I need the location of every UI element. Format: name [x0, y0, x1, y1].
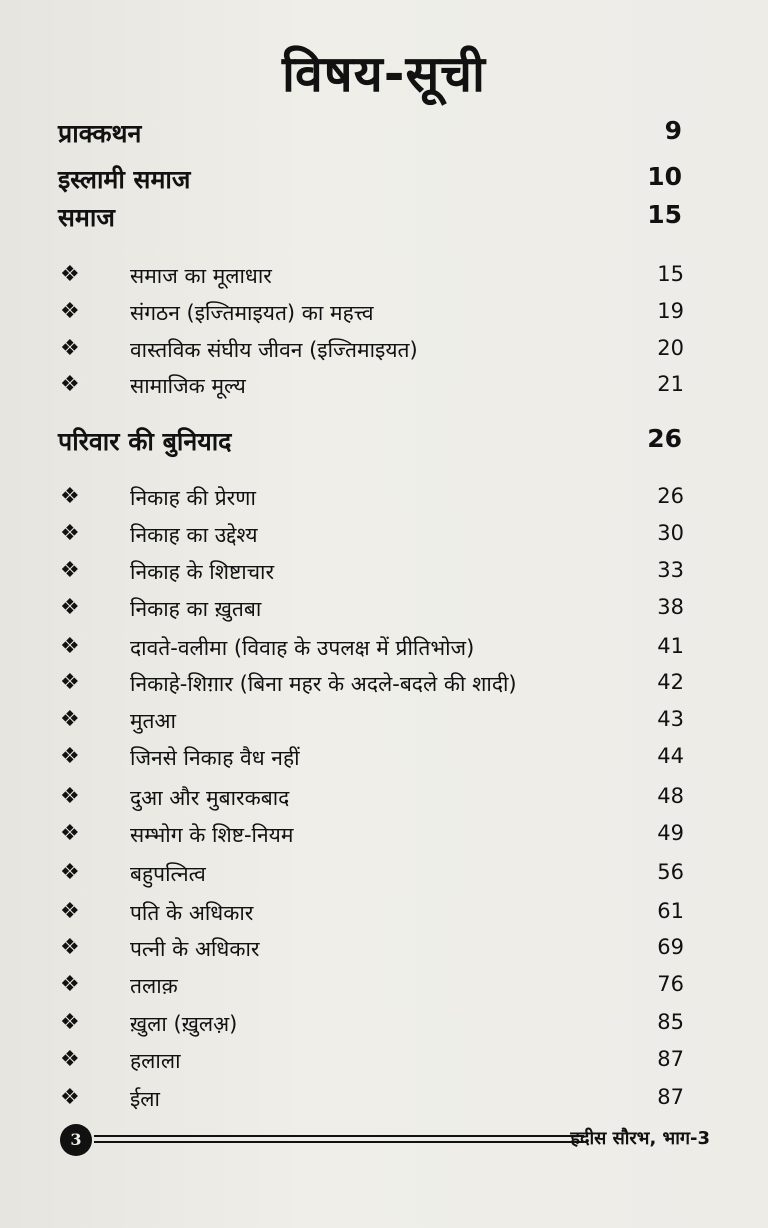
toc-entry-prakkathan [0, 116, 768, 156]
toc-entry-label: परिवार की बुनियाद [58, 427, 232, 456]
toc-subentry-label: बहुपत्नित्व [130, 862, 206, 886]
diamond-bullet-icon: ❖ [60, 521, 80, 546]
running-book-title: हदीस सौरभ, भाग-3 [570, 1128, 710, 1149]
toc-entry-page: 10 [647, 162, 682, 191]
toc-subentry-label: निकाह की प्रेरणा [130, 486, 256, 510]
toc-subentry-page: 69 [657, 935, 684, 959]
toc-entry-page: 15 [647, 200, 682, 229]
diamond-bullet-icon: ❖ [60, 784, 80, 809]
diamond-bullet-icon: ❖ [60, 670, 80, 695]
diamond-bullet-icon: ❖ [60, 1010, 80, 1035]
toc-subentry [0, 1047, 768, 1087]
toc-subentry-page: 76 [657, 972, 684, 996]
page-title: विषय-सूची [282, 45, 486, 103]
toc-subentry-label: ख़ुला (ख़ुलअ़) [130, 1012, 238, 1036]
toc-subentry-page: 42 [657, 670, 684, 694]
toc-subentry-page: 41 [657, 634, 684, 658]
toc-subentry-label: दुआ और मुबारकबाद [130, 786, 290, 810]
toc-subentry-page: 26 [657, 484, 684, 508]
toc-entry-label: इस्लामी समाज [58, 165, 191, 194]
toc-subentry-page: 21 [657, 372, 684, 396]
diamond-bullet-icon: ❖ [60, 1085, 80, 1110]
toc-subentry [0, 521, 768, 561]
toc-subentry-page: 85 [657, 1010, 684, 1034]
toc-subentry-page: 38 [657, 595, 684, 619]
diamond-bullet-icon: ❖ [60, 899, 80, 924]
toc-subentry [0, 634, 768, 674]
toc-subentry-label: निकाह का उद्देश्य [130, 523, 258, 547]
toc-subentry-label: मुतआ [130, 709, 176, 733]
toc-subentry [0, 484, 768, 524]
toc-subentry-label: वास्तविक संघीय जीवन (इज्तिमाइयत) [130, 338, 418, 362]
footer-rule [94, 1135, 584, 1137]
toc-subentry [0, 707, 768, 747]
toc-subentry [0, 972, 768, 1012]
toc-subentry-label: जिनसे निकाह वैध नहीं [130, 746, 300, 770]
diamond-bullet-icon: ❖ [60, 860, 80, 885]
diamond-bullet-icon: ❖ [60, 262, 80, 287]
toc-subentry-label: तलाक़ [130, 974, 178, 998]
toc-subentry-page: 15 [657, 262, 684, 286]
toc-entry-page: 26 [647, 424, 682, 453]
toc-subentry-page: 61 [657, 899, 684, 923]
footer-rule [94, 1141, 584, 1143]
diamond-bullet-icon: ❖ [60, 935, 80, 960]
toc-subentry-page: 49 [657, 821, 684, 845]
toc-subentry [0, 899, 768, 939]
toc-subentry-page: 87 [657, 1047, 684, 1071]
toc-subentry-label: हलाला [130, 1049, 181, 1073]
toc-subentry-label: निकाह के शिष्टाचार [130, 560, 275, 584]
toc-subentry-label: पत्नी के अधिकार [130, 937, 260, 961]
diamond-bullet-icon: ❖ [60, 372, 80, 397]
toc-subentry [0, 372, 768, 412]
diamond-bullet-icon: ❖ [60, 484, 80, 509]
page-number-badge: 3 [60, 1124, 92, 1156]
diamond-bullet-icon: ❖ [60, 299, 80, 324]
diamond-bullet-icon: ❖ [60, 707, 80, 732]
toc-subentry [0, 262, 768, 302]
toc-subentry-label: संगठन (इज्तिमाइयत) का महत्त्व [130, 301, 374, 325]
toc-subentry-page: 33 [657, 558, 684, 582]
toc-subentry [0, 336, 768, 376]
toc-subentry-page: 19 [657, 299, 684, 323]
diamond-bullet-icon: ❖ [60, 744, 80, 769]
toc-subentry-page: 44 [657, 744, 684, 768]
toc-subentry-page: 20 [657, 336, 684, 360]
toc-subentry [0, 935, 768, 975]
toc-subentry-label: निकाह का ख़ुतबा [130, 597, 262, 621]
toc-entry-samaj [0, 200, 768, 240]
toc-subentry-label: सम्भोग के शिष्ट-नियम [130, 823, 294, 847]
toc-subentry [0, 595, 768, 635]
toc-subentry-page: 56 [657, 860, 684, 884]
toc-subentry [0, 1010, 768, 1050]
toc-subentry [0, 670, 768, 710]
toc-subentry [0, 558, 768, 598]
toc-subentry-label: निकाहे-शिग़ार (बिना महर के अदले-बदले की शादी) [130, 672, 517, 696]
toc-subentry-page: 43 [657, 707, 684, 731]
toc-subentry-page: 30 [657, 521, 684, 545]
toc-entry-page: 9 [664, 116, 682, 145]
toc-entry-label: समाज [58, 203, 115, 232]
toc-entry-label: प्राक्कथन [58, 119, 142, 148]
diamond-bullet-icon: ❖ [60, 1047, 80, 1072]
diamond-bullet-icon: ❖ [60, 821, 80, 846]
toc-subentry [0, 784, 768, 824]
toc-subentry-label: सामाजिक मूल्य [130, 374, 246, 398]
toc-subentry-page: 48 [657, 784, 684, 808]
toc-entry-parivar [0, 424, 768, 464]
toc-subentry-label: पति के अधिकार [130, 901, 254, 925]
toc-subentry [0, 744, 768, 784]
toc-entry-islami-samaj [0, 162, 768, 202]
diamond-bullet-icon: ❖ [60, 336, 80, 361]
diamond-bullet-icon: ❖ [60, 634, 80, 659]
toc-subentry-label: समाज का मूलाधार [130, 264, 272, 288]
toc-subentry [0, 299, 768, 339]
toc-subentry [0, 821, 768, 861]
toc-subentry-page: 87 [657, 1085, 684, 1109]
page-footer [60, 1122, 710, 1158]
toc-subentry-label: ईला [130, 1087, 160, 1111]
diamond-bullet-icon: ❖ [60, 558, 80, 583]
diamond-bullet-icon: ❖ [60, 595, 80, 620]
toc-subentry [0, 860, 768, 900]
toc-subentry-label: दावते-वलीमा (विवाह के उपलक्ष में प्रीतिभोज) [130, 636, 475, 660]
toc-subentry [0, 1085, 768, 1125]
diamond-bullet-icon: ❖ [60, 972, 80, 997]
